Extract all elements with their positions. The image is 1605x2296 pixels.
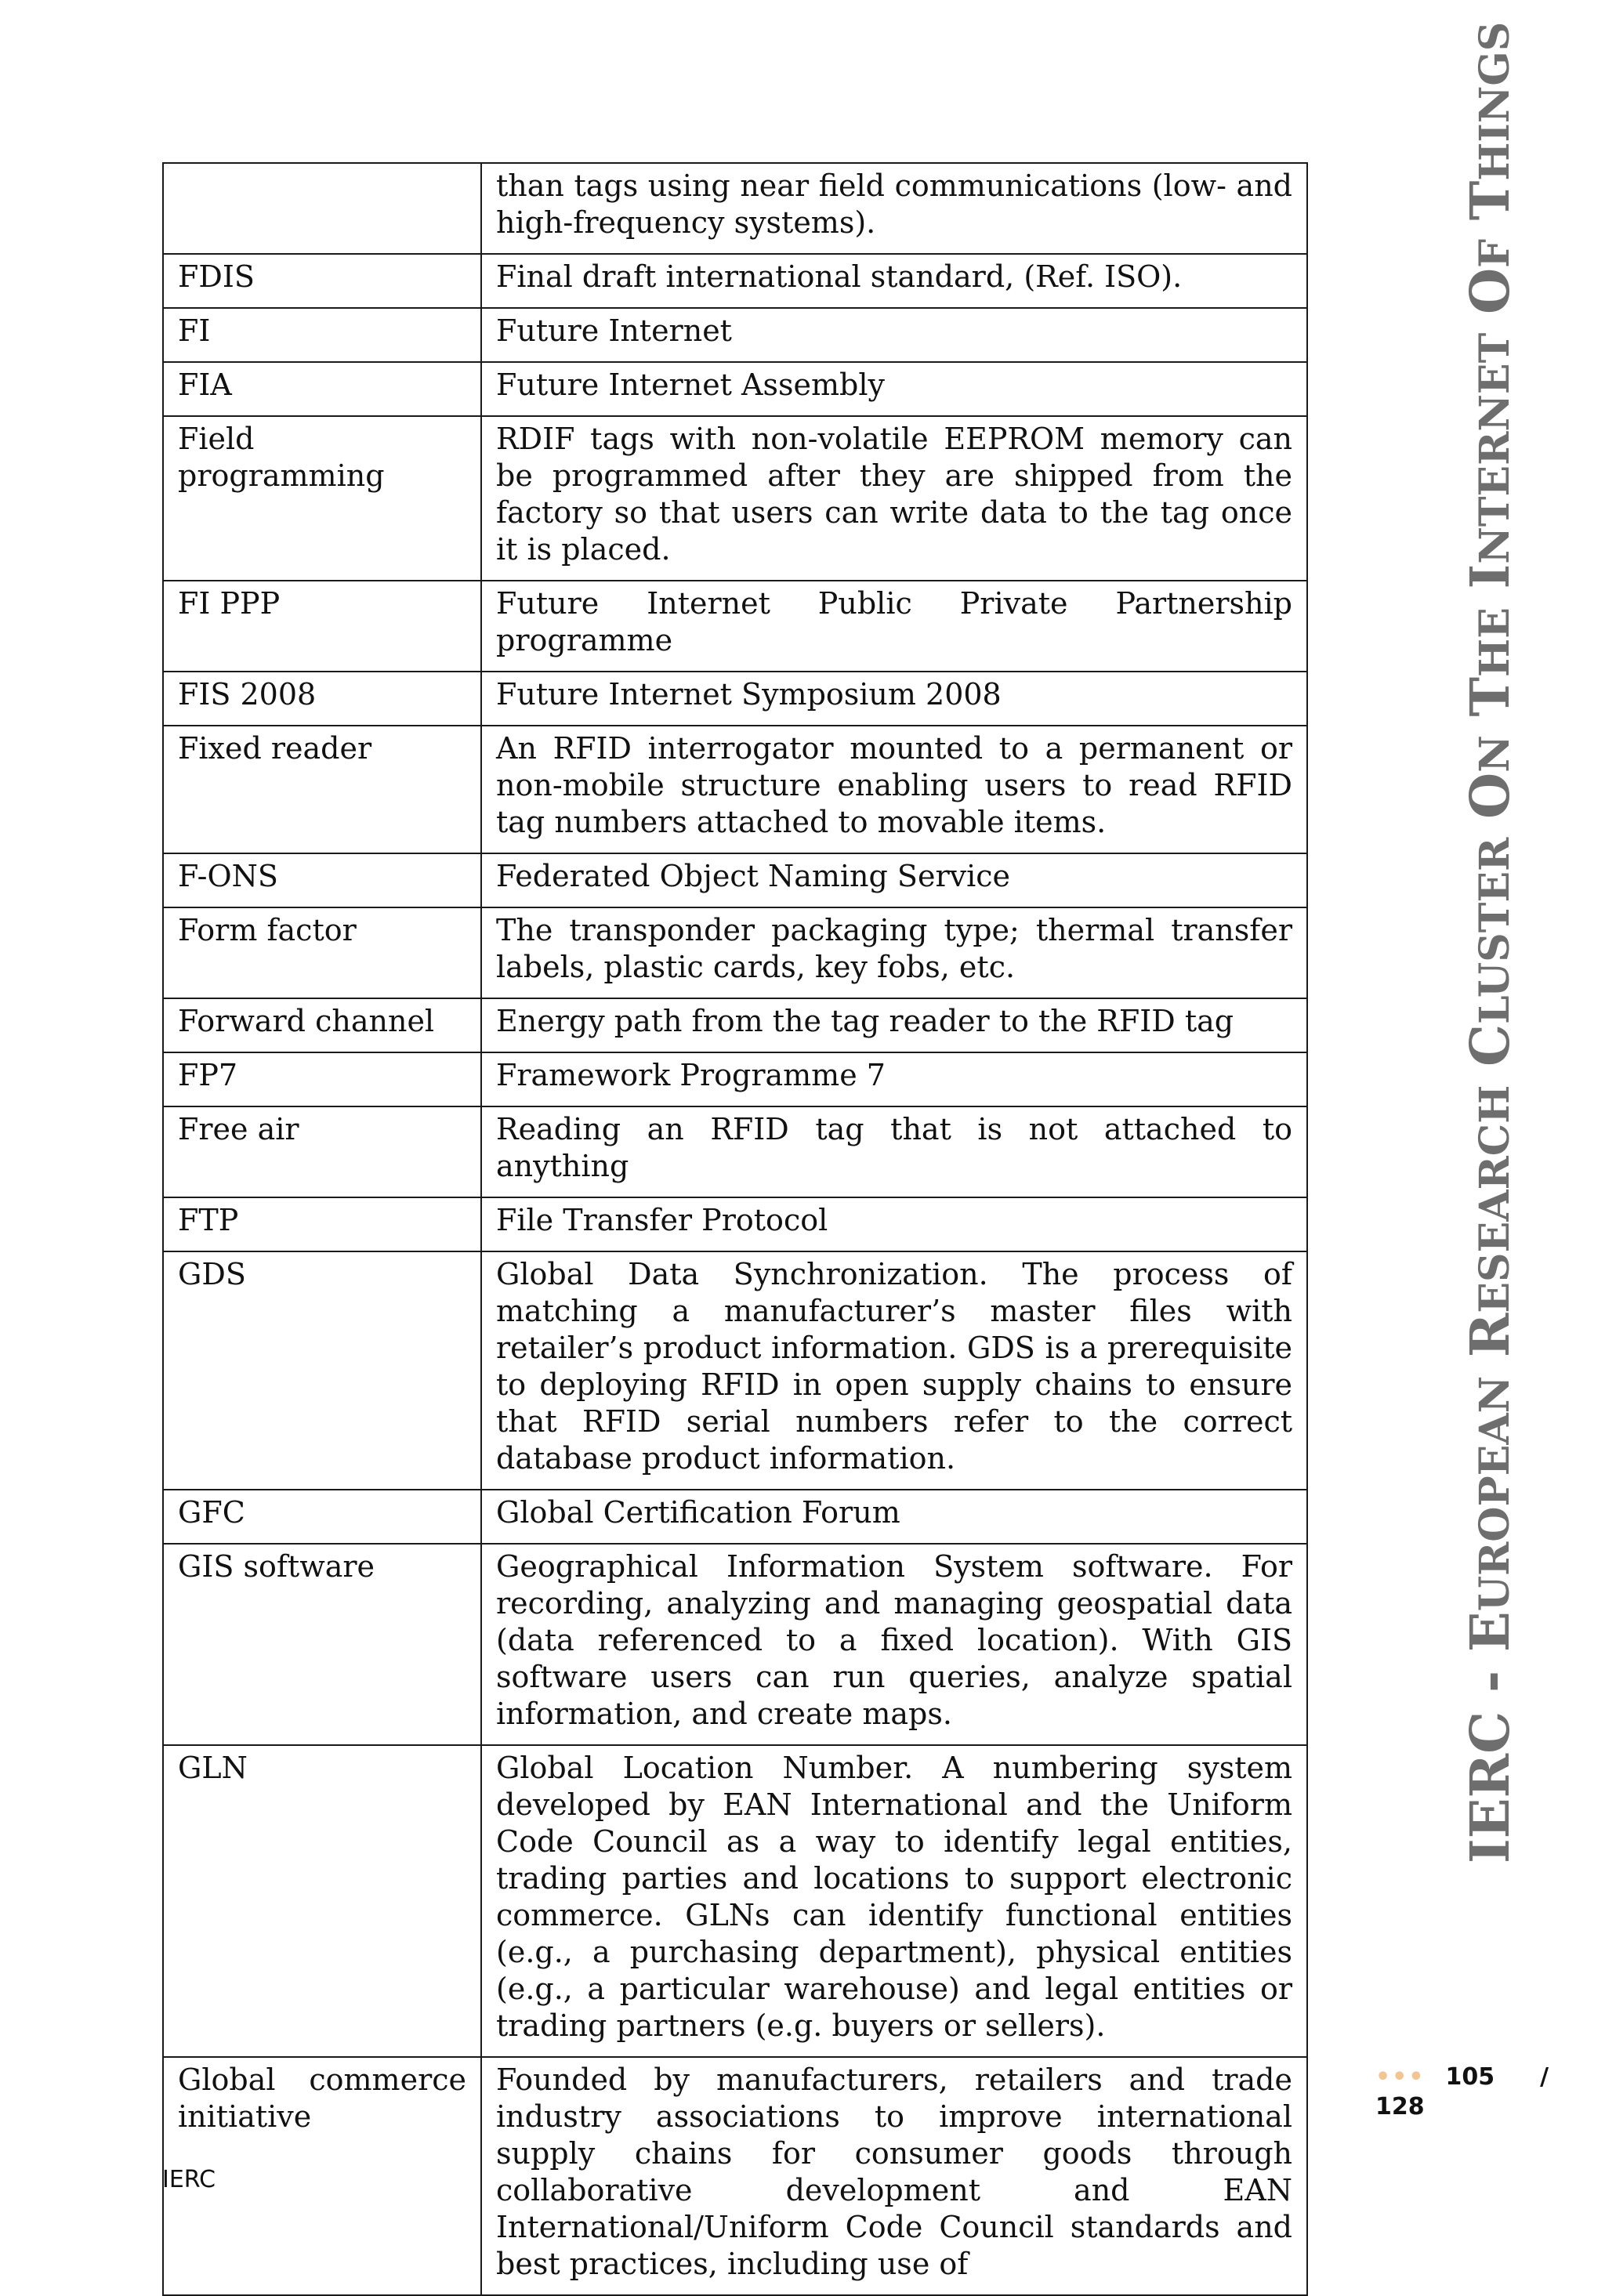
- table-row: [163, 726, 1307, 853]
- page-dots-icon: •••: [1375, 2063, 1426, 2091]
- definition-cell: Final draft international standard, (Ref. ISO).: [481, 254, 1307, 308]
- definition-cell: Federated Object Naming Service: [481, 853, 1307, 907]
- definition-cell: Global Certification Forum: [481, 1490, 1307, 1544]
- definition-cell: than tags using near field communications (low- and high-frequency systems).: [481, 163, 1307, 254]
- page-total: 128: [1375, 2093, 1425, 2120]
- term-cell: Global commerce initiative: [163, 2057, 481, 2295]
- definition-cell: An RFID interrogator mounted to a permanent or non-mobile structure enabling users to read RFID tag numbers attached to movable items.: [481, 726, 1307, 853]
- term-cell: GDS: [163, 1251, 481, 1490]
- term-cell: FTP: [163, 1197, 481, 1251]
- table-row: [163, 254, 1307, 308]
- term-cell: FDIS: [163, 254, 481, 308]
- definition-cell: Global Location Number. A numbering system developed by EAN International and the Uniform Code Council as a way to identify legal entities, trading parties and locations to support electronic commerce. GLNs can identify functional entities (e.g., a purchasing department), physical entities (e.g., a particular warehouse) and legal entities or trading partners (e.g. buyers or sellers).: [481, 1745, 1307, 2057]
- table-row: [163, 1745, 1307, 2057]
- table-row: [163, 2057, 1307, 2295]
- definition-cell: Framework Programme 7: [481, 1052, 1307, 1106]
- glossary-table: [162, 162, 1308, 2296]
- glossary-table-body: [163, 163, 1307, 2295]
- table-row: [163, 1490, 1307, 1544]
- term-cell: FI PPP: [163, 581, 481, 672]
- table-row: [163, 416, 1307, 581]
- table-row: [163, 998, 1307, 1052]
- term-cell: Forward channel: [163, 998, 481, 1052]
- side-title: IERC - EUROPEAN RESEARCH CLUSTER ON THE INTERNET OF THINGS: [1459, 21, 1522, 1863]
- term-cell: GLN: [163, 1745, 481, 2057]
- table-row: [163, 1251, 1307, 1490]
- definition-cell: File Transfer Protocol: [481, 1197, 1307, 1251]
- table-row: [163, 672, 1307, 726]
- term-cell: GIS software: [163, 1544, 481, 1745]
- table-row: [163, 1544, 1307, 1745]
- term-cell: Fixed reader: [163, 726, 481, 853]
- definition-cell: Energy path from the tag reader to the RFID tag: [481, 998, 1307, 1052]
- term-cell: Field programming: [163, 416, 481, 581]
- definition-cell: Founded by manufacturers, retailers and trade industry associations to improve international supply chains for consumer goods through collaborative development and EAN International/Uniform Code Council standards and best practices, including use of: [481, 2057, 1307, 2295]
- term-cell: FP7: [163, 1052, 481, 1106]
- definition-cell: Reading an RFID tag that is not attached to anything: [481, 1106, 1307, 1197]
- definition-cell: Future Internet Symposium 2008: [481, 672, 1307, 726]
- definition-cell: Future Internet Assembly: [481, 362, 1307, 416]
- definition-cell: RDIF tags with non-volatile EEPROM memory can be programmed after they are shipped from the factory so that users can write data to the tag once it is placed.: [481, 416, 1307, 581]
- definition-cell: Geographical Information System software. For recording, analyzing and managing geospatial data (data referenced to a fixed location). With GIS software users can run queries, analyze spatial information, and create maps.: [481, 1544, 1307, 1745]
- footer-label: IERC: [162, 2166, 216, 2193]
- table-row: [163, 362, 1307, 416]
- term-cell: Form factor: [163, 907, 481, 998]
- page-current: 105: [1445, 2063, 1495, 2091]
- page-number: [1375, 2062, 1563, 2122]
- term-cell: FIS 2008: [163, 672, 481, 726]
- table-row: [163, 853, 1307, 907]
- term-cell: F-ONS: [163, 853, 481, 907]
- term-cell: GFC: [163, 1490, 481, 1544]
- definition-cell: Future Internet Public Private Partnership programme: [481, 581, 1307, 672]
- table-row: [163, 308, 1307, 362]
- term-cell: Free air: [163, 1106, 481, 1197]
- term-cell: FI: [163, 308, 481, 362]
- term-cell: [163, 163, 481, 254]
- page-separator: /: [1540, 2063, 1549, 2091]
- term-cell: FIA: [163, 362, 481, 416]
- definition-cell: Global Data Synchronization. The process of matching a manufacturer’s master files with retailer’s product information. GDS is a prerequisite to deploying RFID in open supply chains to ensure that RFID serial numbers refer to the correct database product information.: [481, 1251, 1307, 1490]
- definition-cell: The transponder packaging type; thermal transfer labels, plastic cards, key fobs, etc.: [481, 907, 1307, 998]
- table-row: [163, 1197, 1307, 1251]
- table-row: [163, 581, 1307, 672]
- definition-cell: Future Internet: [481, 308, 1307, 362]
- table-row: [163, 907, 1307, 998]
- table-row: [163, 1106, 1307, 1197]
- table-row: [163, 1052, 1307, 1106]
- table-row: [163, 163, 1307, 254]
